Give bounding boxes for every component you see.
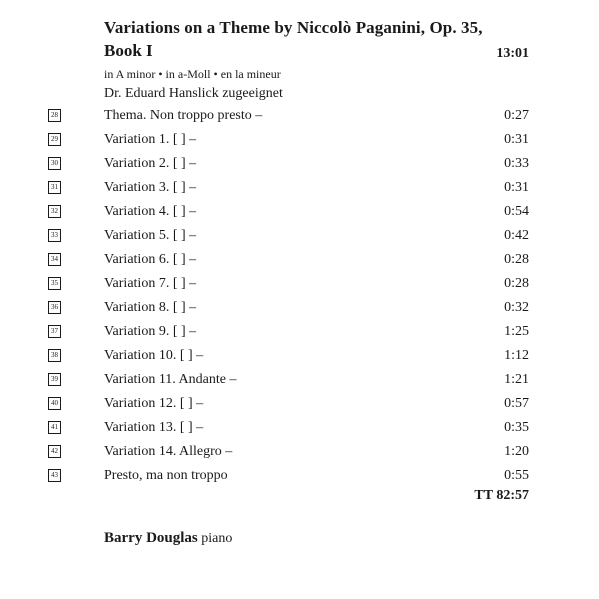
track-duration: 0:27 — [504, 108, 529, 123]
work-title-line-1: Variations on a Theme by Niccolò Paganini, Op. 35, — [104, 18, 483, 37]
track-row — [0, 368, 599, 392]
work-keys: in A minor • in a-Moll • en la mineur — [104, 67, 281, 81]
track-row — [0, 392, 599, 416]
track-row — [0, 296, 599, 320]
track-title: Variation 13. [ ] – — [104, 420, 204, 435]
track-duration: 0:54 — [504, 204, 529, 219]
track-title: Variation 12. [ ] – — [104, 396, 204, 411]
track-row — [0, 128, 599, 152]
track-title: Variation 5. [ ] – — [104, 228, 197, 243]
performer-instrument: piano — [201, 531, 233, 546]
track-duration: 0:33 — [504, 156, 529, 171]
track-number-box: 34 — [48, 253, 61, 266]
track-row — [0, 152, 599, 176]
track-row — [0, 224, 599, 248]
track-title: Variation 11. Andante – — [104, 372, 237, 387]
track-number-box: 43 — [48, 469, 61, 482]
track-list — [0, 104, 599, 488]
track-duration: 1:20 — [504, 444, 529, 459]
track-row — [0, 176, 599, 200]
track-duration: 0:55 — [504, 468, 529, 483]
track-title: Variation 3. [ ] – — [104, 180, 197, 195]
track-duration: 1:21 — [504, 372, 529, 387]
performer-name: Barry Douglas — [104, 530, 198, 546]
track-number-box: 42 — [48, 445, 61, 458]
track-row — [0, 272, 599, 296]
track-title: Presto, ma non troppo — [104, 468, 228, 483]
track-number-box: 29 — [48, 133, 61, 146]
track-row — [0, 200, 599, 224]
track-number-box: 30 — [48, 157, 61, 170]
track-title: Variation 14. Allegro – — [104, 444, 233, 459]
track-number-box: 35 — [48, 277, 61, 290]
work-dedication: Dr. Eduard Hanslick zugeeignet — [104, 86, 283, 101]
track-title: Variation 10. [ ] – — [104, 348, 204, 363]
performer-credit — [104, 528, 232, 549]
track-title: Variation 2. [ ] – — [104, 156, 197, 171]
track-duration: 0:42 — [504, 228, 529, 243]
track-duration: 0:57 — [504, 396, 529, 411]
track-row — [0, 320, 599, 344]
track-number-box: 28 — [48, 109, 61, 122]
track-row — [0, 248, 599, 272]
track-row — [0, 440, 599, 464]
track-row — [0, 464, 599, 488]
track-row — [0, 416, 599, 440]
track-number-box: 39 — [48, 373, 61, 386]
track-number-box: 41 — [48, 421, 61, 434]
track-title: Variation 7. [ ] – — [104, 276, 197, 291]
track-duration: 0:28 — [504, 252, 529, 267]
track-duration: 0:31 — [504, 132, 529, 147]
total-time: TT 82:57 — [474, 488, 529, 503]
track-duration: 0:35 — [504, 420, 529, 435]
track-row — [0, 104, 599, 128]
track-number-box: 36 — [48, 301, 61, 314]
track-row — [0, 344, 599, 368]
track-title: Variation 4. [ ] – — [104, 204, 197, 219]
track-duration: 0:31 — [504, 180, 529, 195]
work-duration: 13:01 — [496, 46, 529, 61]
track-title: Variation 9. [ ] – — [104, 324, 197, 339]
track-title: Variation 1. [ ] – — [104, 132, 197, 147]
track-title: Variation 8. [ ] – — [104, 300, 197, 315]
track-duration: 1:25 — [504, 324, 529, 339]
track-number-box: 33 — [48, 229, 61, 242]
track-duration: 0:32 — [504, 300, 529, 315]
track-number-box: 38 — [48, 349, 61, 362]
track-number-box: 37 — [48, 325, 61, 338]
work-title-line-2: Book I — [104, 41, 153, 60]
track-title: Thema. Non troppo presto – — [104, 108, 263, 123]
track-title: Variation 6. [ ] – — [104, 252, 197, 267]
track-duration: 1:12 — [504, 348, 529, 363]
track-number-box: 40 — [48, 397, 61, 410]
track-duration: 0:28 — [504, 276, 529, 291]
track-number-box: 31 — [48, 181, 61, 194]
track-number-box: 32 — [48, 205, 61, 218]
